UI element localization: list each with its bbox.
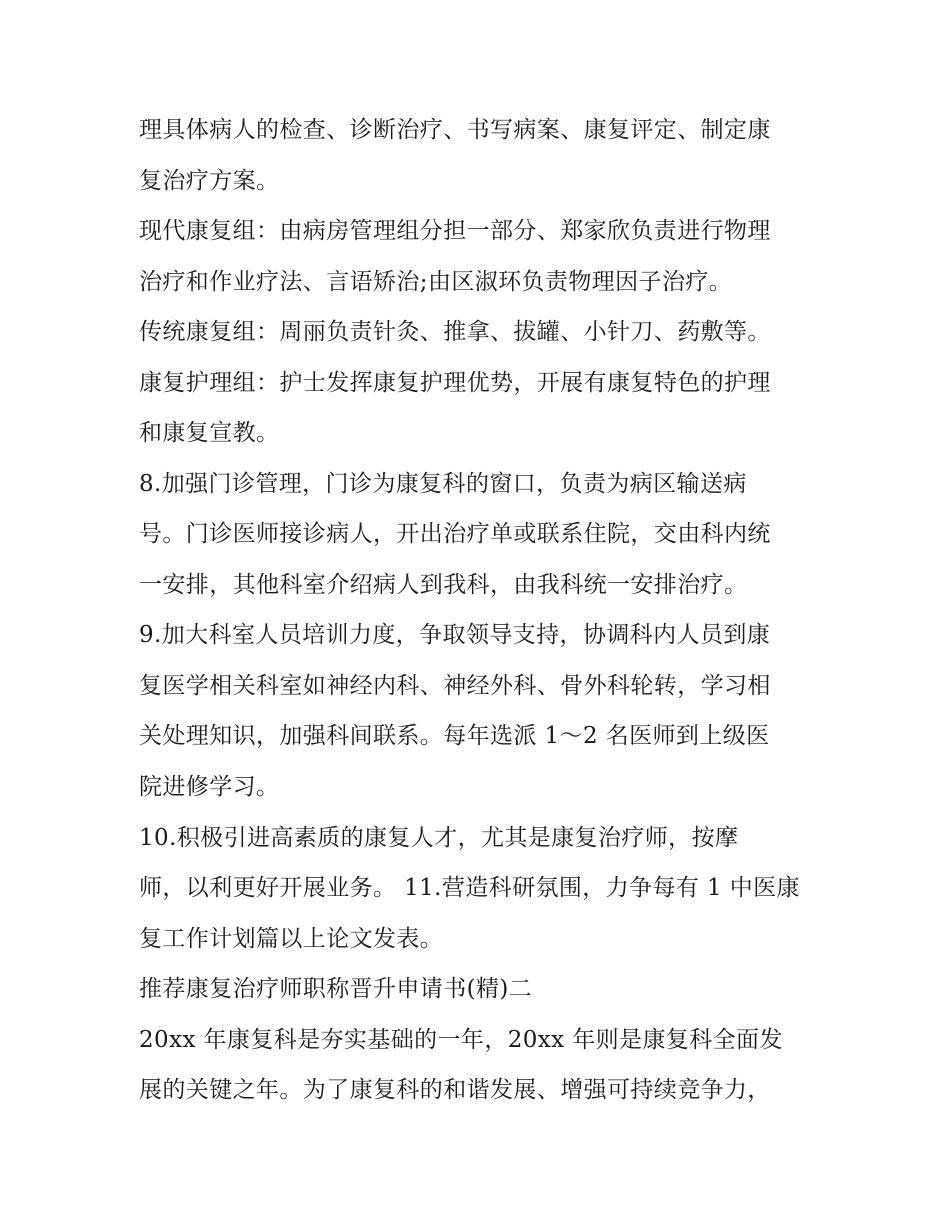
- text-line: 9.加大科室人员培训力度，争取领导支持，协调科内人员到康: [139, 622, 771, 648]
- text-line: 理具体病人的检查、诊断治疗、书写病案、康复评定、制定康: [139, 117, 771, 143]
- text-line: 现代康复组：由病房管理组分担一部分、郑家欣负责进行物理: [139, 218, 771, 244]
- text-line: 8.加强门诊管理，门诊为康复科的窗口，负责为病区输送病: [139, 471, 747, 497]
- text-line: 复医学相关科室如神经内科、神经外科、骨外科轮转，学习相: [139, 673, 771, 699]
- text-line: 20xx 年康复科是夯实基础的一年，20xx 年则是康复科全面发: [139, 1027, 783, 1053]
- text-line: 号。门诊医师接诊病人，开出治疗单或联系住院，交由科内统: [139, 521, 771, 547]
- text-line: 复治疗方案。: [139, 168, 280, 194]
- text-line: 一安排，其他科室介绍病人到我科，由我科统一安排治疗。: [139, 572, 748, 598]
- text-line: 10.积极引进高素质的康复人才，尤其是康复治疗师，按摩: [139, 825, 739, 851]
- text-line: 师，以利更好开展业务。 11.营造科研氛围，力争每有 1 中医康: [139, 875, 800, 901]
- section-heading: 推荐康复治疗师职称晋升申请书(精)二: [139, 976, 533, 1002]
- text-line: 展的关键之年。为了康复科的和谐发展、增强可持续竞争力，: [139, 1077, 771, 1103]
- text-line: 传统康复组：周丽负责针灸、推拿、拔罐、小针刀、药敷等。: [139, 319, 771, 345]
- text-line: 复工作计划篇以上论文发表。: [139, 926, 444, 952]
- text-line: 康复护理组：护士发挥康复护理优势，开展有康复特色的护理: [139, 370, 771, 396]
- text-line: 院进修学习。: [139, 774, 280, 800]
- text-line: 关处理知识，加强科间联系。每年选派 1～2 名医师到上级医: [139, 723, 770, 749]
- text-line: 和康复宣教。: [139, 420, 280, 446]
- text-line: 治疗和作业疗法、言语矫治;由区淑环负责物理因子治疗。: [139, 269, 733, 295]
